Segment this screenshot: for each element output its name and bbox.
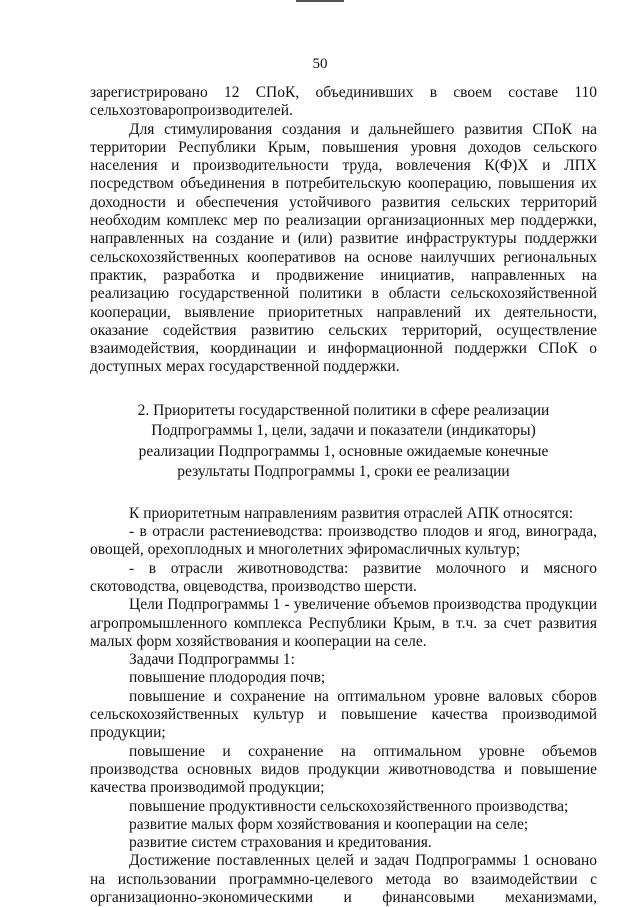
document-body: [90, 84, 597, 907]
paragraph-continuation: зарегистрировано 12 СПоК, объединивших в своем составе 110 сельхозтоваропроизводителей.: [90, 84, 597, 120]
task-item: повышение плодородия почв;: [129, 669, 326, 687]
heading-line: 2. Приоритеты государственной политики в сфере реализации: [137, 401, 550, 419]
task-item: развитие малых форм хозяйствования и кооперации на селе;: [129, 815, 529, 833]
paragraph-priorities-intro: К приоритетным направлениям развития отраслей АПК относятся:: [129, 504, 574, 522]
page-number: 50: [312, 56, 328, 72]
top-edge-mark: [296, 0, 344, 2]
list-item-livestock: - в отрасли животноводства: развитие молочного и мясного скотоводства, овцеводства, производство шерсти.: [90, 559, 597, 595]
section-heading: [90, 401, 597, 483]
task-item: повышение и сохранение на оптимальном уровне объемов производства основных видов продукции животноводства и повышение качества производимой продукции;: [90, 742, 597, 797]
paragraph-cooperation-support: Для стимулирования создания и дальнейшего развития СПоК на территории Республики Крым, повышения уровня доходов сельского населения и производительности труда, вовлечения К(Ф)Х и ЛПХ посредством объединения в потребительскую кооперацию, повышения их доходности и обеспечения устойчивого развития сельских территорий необходим комплекс мер по реализации организационных мер поддержки, направленных на создание и (или) развитие инфраструктуры поддержки сельскохозяйственных кооперативов на основе наилучших региональных практик, разработка и продвижение инициатив, направленных на реализацию государственной политики в области сельскохозяйственной кооперации, выявление приоритетных направлений их деятельности, оказание содействия развитию сельских территорий, осуществление взаимодействия, координации и информационной поддержки СПоК о доступных мерах государственной поддержки.: [90, 120, 597, 376]
heading-line: Подпрограммы 1, цели, задачи и показатели (индикаторы): [151, 422, 536, 440]
heading-line: результаты Подпрограммы 1, сроки ее реализации: [177, 463, 510, 481]
list-item-crop-production: - в отрасли растениеводства: производство плодов и ягод, винограда, овощей, орехоплодных и многолетних эфиромасличных культур;: [90, 523, 597, 559]
heading-line: реализации Подпрограммы 1, основные ожидаемые конечные: [138, 442, 549, 460]
task-item: развитие систем страхования и кредитования.: [129, 834, 432, 852]
paragraph-goals: Цели Подпрограммы 1 - увеличение объемов производства продукции агропромышленного комплекса Республики Крым, в т.ч. за счет развития малых форм хозяйствования и кооперации на селе.: [90, 596, 597, 650]
paragraph-achievement: Достижение поставленных целей и задач Подпрограммы 1 основано на использовании программно-целевого метода во взаимодействии с организационно-экономическими и финансовыми механизмами,: [90, 852, 597, 906]
task-item: повышение продуктивности сельскохозяйственного производства;: [129, 797, 569, 815]
task-item: повышение и сохранение на оптимальном уровне валовых сборов сельскохозяйственных культур и повышение качества производимой продукции;: [90, 687, 597, 742]
paragraph-tasks-heading: Задачи Подпрограммы 1:: [129, 651, 295, 669]
